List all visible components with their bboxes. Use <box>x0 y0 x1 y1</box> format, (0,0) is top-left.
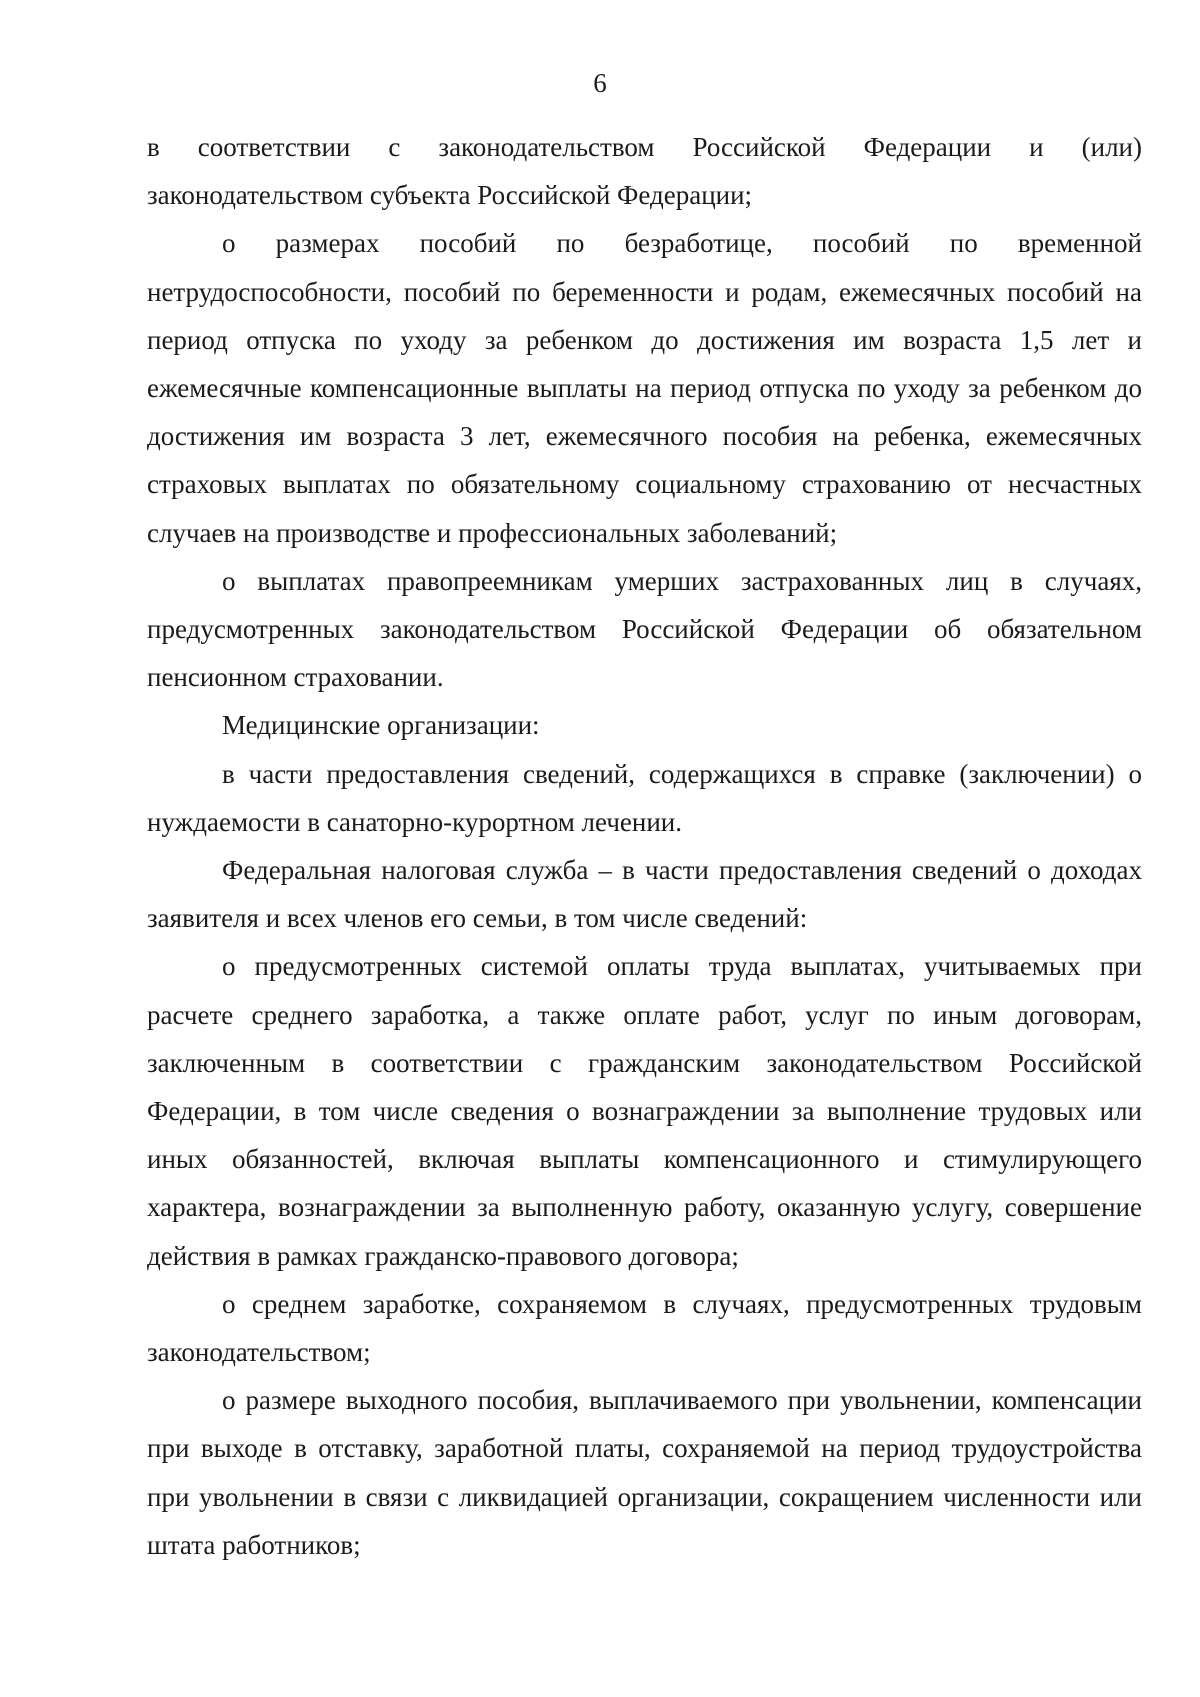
page-number: 6 <box>593 68 607 98</box>
paragraph-benefit-amounts: о размерах пособий по безработице, пособий по временной нетрудоспособности, пособий по беременности и родам, ежемесячных пособий на период отпуска по уходу за ребенком до достижения им возраста 1,5 лет и ежемесячные компенсационные выплаты на период отпуска по уходу за ребенком до достижения им возраста 3 лет, ежемесячного пособия на ребенка, ежемесячных страховых выплатах по обязательному социальному страхованию от несчастных случаев на производстве и профессиональных заболеваний; <box>147 228 1142 548</box>
document-body <box>147 123 1142 1569</box>
paragraph-average-earnings: о среднем заработке, сохраняемом в случаях, предусмотренных трудовым законодательством; <box>147 1288 1142 1368</box>
paragraph-medical-organizations: Медицинские организации: <box>222 710 540 741</box>
paragraph-successor-payments: о выплатах правопреемникам умерших застрахованных лиц в случаях, предусмотренных законодательством Российской Федерации об обязательном пенсионном страховании. <box>147 565 1142 693</box>
paragraph-wage-payments: о предусмотренных системой оплаты труда выплатах, учитываемых при расчете среднего заработка, а также оплате работ, услуг по иным договорам, заключенным в соответствии с гражданским законодательством Российской Федерации, в том числе сведения о вознаграждении за выполнение трудовых или иных обязанностей, включая выплаты компенсационного и стимулирующего характера, вознаграждении за выполненную работу, оказанную услугу, совершение действия в рамках гражданско-правового договора; <box>147 951 1142 1271</box>
paragraph-tax-service: Федеральная налоговая служба – в части предоставления сведений о доходах заявителя и всех членов его семьи, в том числе сведений: <box>147 855 1142 934</box>
paragraph-legislation-reference: в соответствии с законодательством Российской Федерации и (или) законодательством субъекта Российской Федерации; <box>147 132 1142 211</box>
paragraph-severance-pay: о размере выходного пособия, выплачиваемого при увольнении, компенсации при выходе в отставку, заработной платы, сохраняемой на период трудоустройства при увольнении в связи с ликвидацией организации, сокращением численности или штата работников; <box>147 1385 1142 1560</box>
paragraph-sanatorium-certificate: в части предоставления сведений, содержащихся в справке (заключении) о нуждаемости в санаторно-курортном лечении. <box>147 758 1142 837</box>
